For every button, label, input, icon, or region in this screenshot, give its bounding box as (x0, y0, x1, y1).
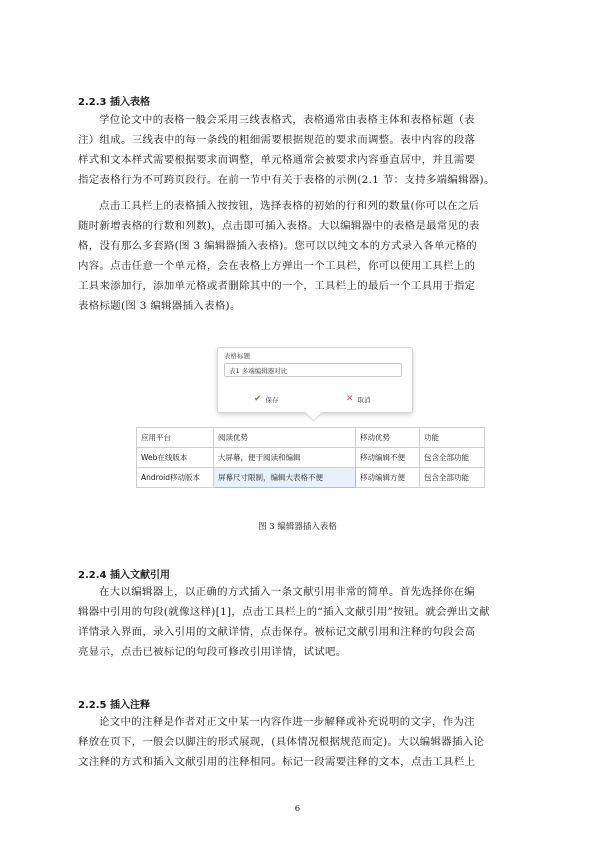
cancel-button[interactable] (346, 394, 371, 404)
table-cell[interactable]: 包含全部功能 (420, 468, 485, 488)
table-row (137, 448, 485, 468)
save-button[interactable] (254, 394, 279, 404)
paragraph (78, 712, 518, 772)
page-number: 6 (294, 804, 301, 814)
table-cell[interactable]: 移动编辑不便 (356, 448, 420, 468)
text-line: 工具来添加行，添加单元格或者删除其中的一个，工具栏上的最后一个工具用于指定 (78, 280, 476, 292)
table-title-input[interactable]: 表1 多端编辑器对比 (224, 363, 402, 377)
save-label: 保存 (265, 395, 279, 404)
table-row (137, 468, 485, 488)
text-line: 表格标题(图 3 编辑器插入表格)。 (78, 300, 241, 312)
table-cell[interactable]: 移动优势 (356, 428, 420, 448)
paragraph (78, 110, 518, 190)
table-cell[interactable]: 功能 (420, 428, 485, 448)
table-cell[interactable]: 阅读优势 (214, 428, 356, 448)
comparison-table (136, 427, 485, 488)
check-icon: ✔ (254, 394, 262, 404)
text-line: 论文中的注释是作者对正文中某一内容作进一步解释或补充说明的文字，作为注 (99, 716, 475, 728)
table-cell[interactable]: Web在线版本 (137, 448, 214, 468)
text-line: 随时新增表格的行数和列数)，点击即可插入表格。大以编辑器中的表格是最常见的表 (78, 220, 480, 232)
table-cell[interactable]: 移动编辑方便 (356, 468, 420, 488)
text-line: 学位论文中的表格一般会采用三线表格式，表格通常由表格主体和表格标题（表 (99, 114, 475, 126)
text-line: 点击工具栏上的表格插入按按钮，选择表格的初始的行和列的数量(你可以在之后 (99, 200, 480, 212)
table-row (137, 428, 485, 448)
text-line: 释放在页下，一般会以脚注的形式展现，(具体情况根据规范而定)。大以编辑器插入论 (78, 736, 485, 748)
table-title-popup (217, 347, 413, 413)
table-cell[interactable]: Android移动版本 (137, 468, 214, 488)
text-line: 指定表格行为不可跨页段行。在前一节中有关于表格的示例(2.1 节：支持多端编辑器)。 (78, 174, 495, 186)
popup-arrow (304, 403, 322, 421)
text-line: 文注释的方式和插入文献引用的注释相同。标记一段需要注释的文本，点击工具栏上 (78, 756, 476, 768)
text-line: 样式和文本样式需要根据要求而调整，单元格通常会被要求内容垂直居中，并且需要 (78, 154, 476, 166)
text-line: 注）组成。三线表中的每一条线的粗细需要根据规范的要求而调整。表中内容的段落 (78, 134, 476, 146)
table-cell[interactable]: 应用平台 (137, 428, 214, 448)
text-line: 辑器中引用的句段(就像这样)[1]，点击工具栏上的“插入文献引用”按钮。就会弹出文献 (78, 606, 490, 618)
section-heading-2-2-4: 2.2.4 插入文献引用 (78, 570, 170, 581)
section-heading-2-2-5: 2.2.5 插入注释 (78, 700, 150, 711)
popup-label: 表格标题 (224, 352, 250, 360)
section-heading-2-2-3: 2.2.3 插入表格 (78, 97, 150, 108)
text-line: 格，没有那么多套路(图 3 编辑器插入表格)。您可以以纯文本的方式录入各单元格的 (78, 240, 477, 252)
text-line: 内容。点击任意一个单元格，会在表格上方弹出一个工具栏，你可以使用工具栏上的 (78, 260, 476, 272)
table-cell-selected[interactable]: 屏幕尺寸限制，编辑大表格不便 (214, 468, 356, 488)
text-line: 在大以编辑器上，以正确的方式插入一条文献引用非常的简单。首先选择你在编 (99, 586, 475, 598)
paragraph (78, 196, 518, 316)
table-cell[interactable]: 包含全部功能 (420, 448, 485, 468)
text-line: 详情录入界面，录入引用的文献详情，点击保存。被标记文献引用和注释的句段会高 (78, 626, 476, 638)
close-icon: ✕ (346, 394, 354, 404)
text-line: 亮显示，点击已被标记的句段可修改引用详情，试试吧。 (78, 646, 347, 658)
paragraph (78, 582, 518, 662)
figure-caption: 图 3 编辑器插入表格 (258, 522, 337, 532)
cancel-label: 取消 (357, 395, 371, 404)
table-cell[interactable]: 大屏幕，便于阅读和编辑 (214, 448, 356, 468)
figure-table-editor (136, 347, 492, 492)
